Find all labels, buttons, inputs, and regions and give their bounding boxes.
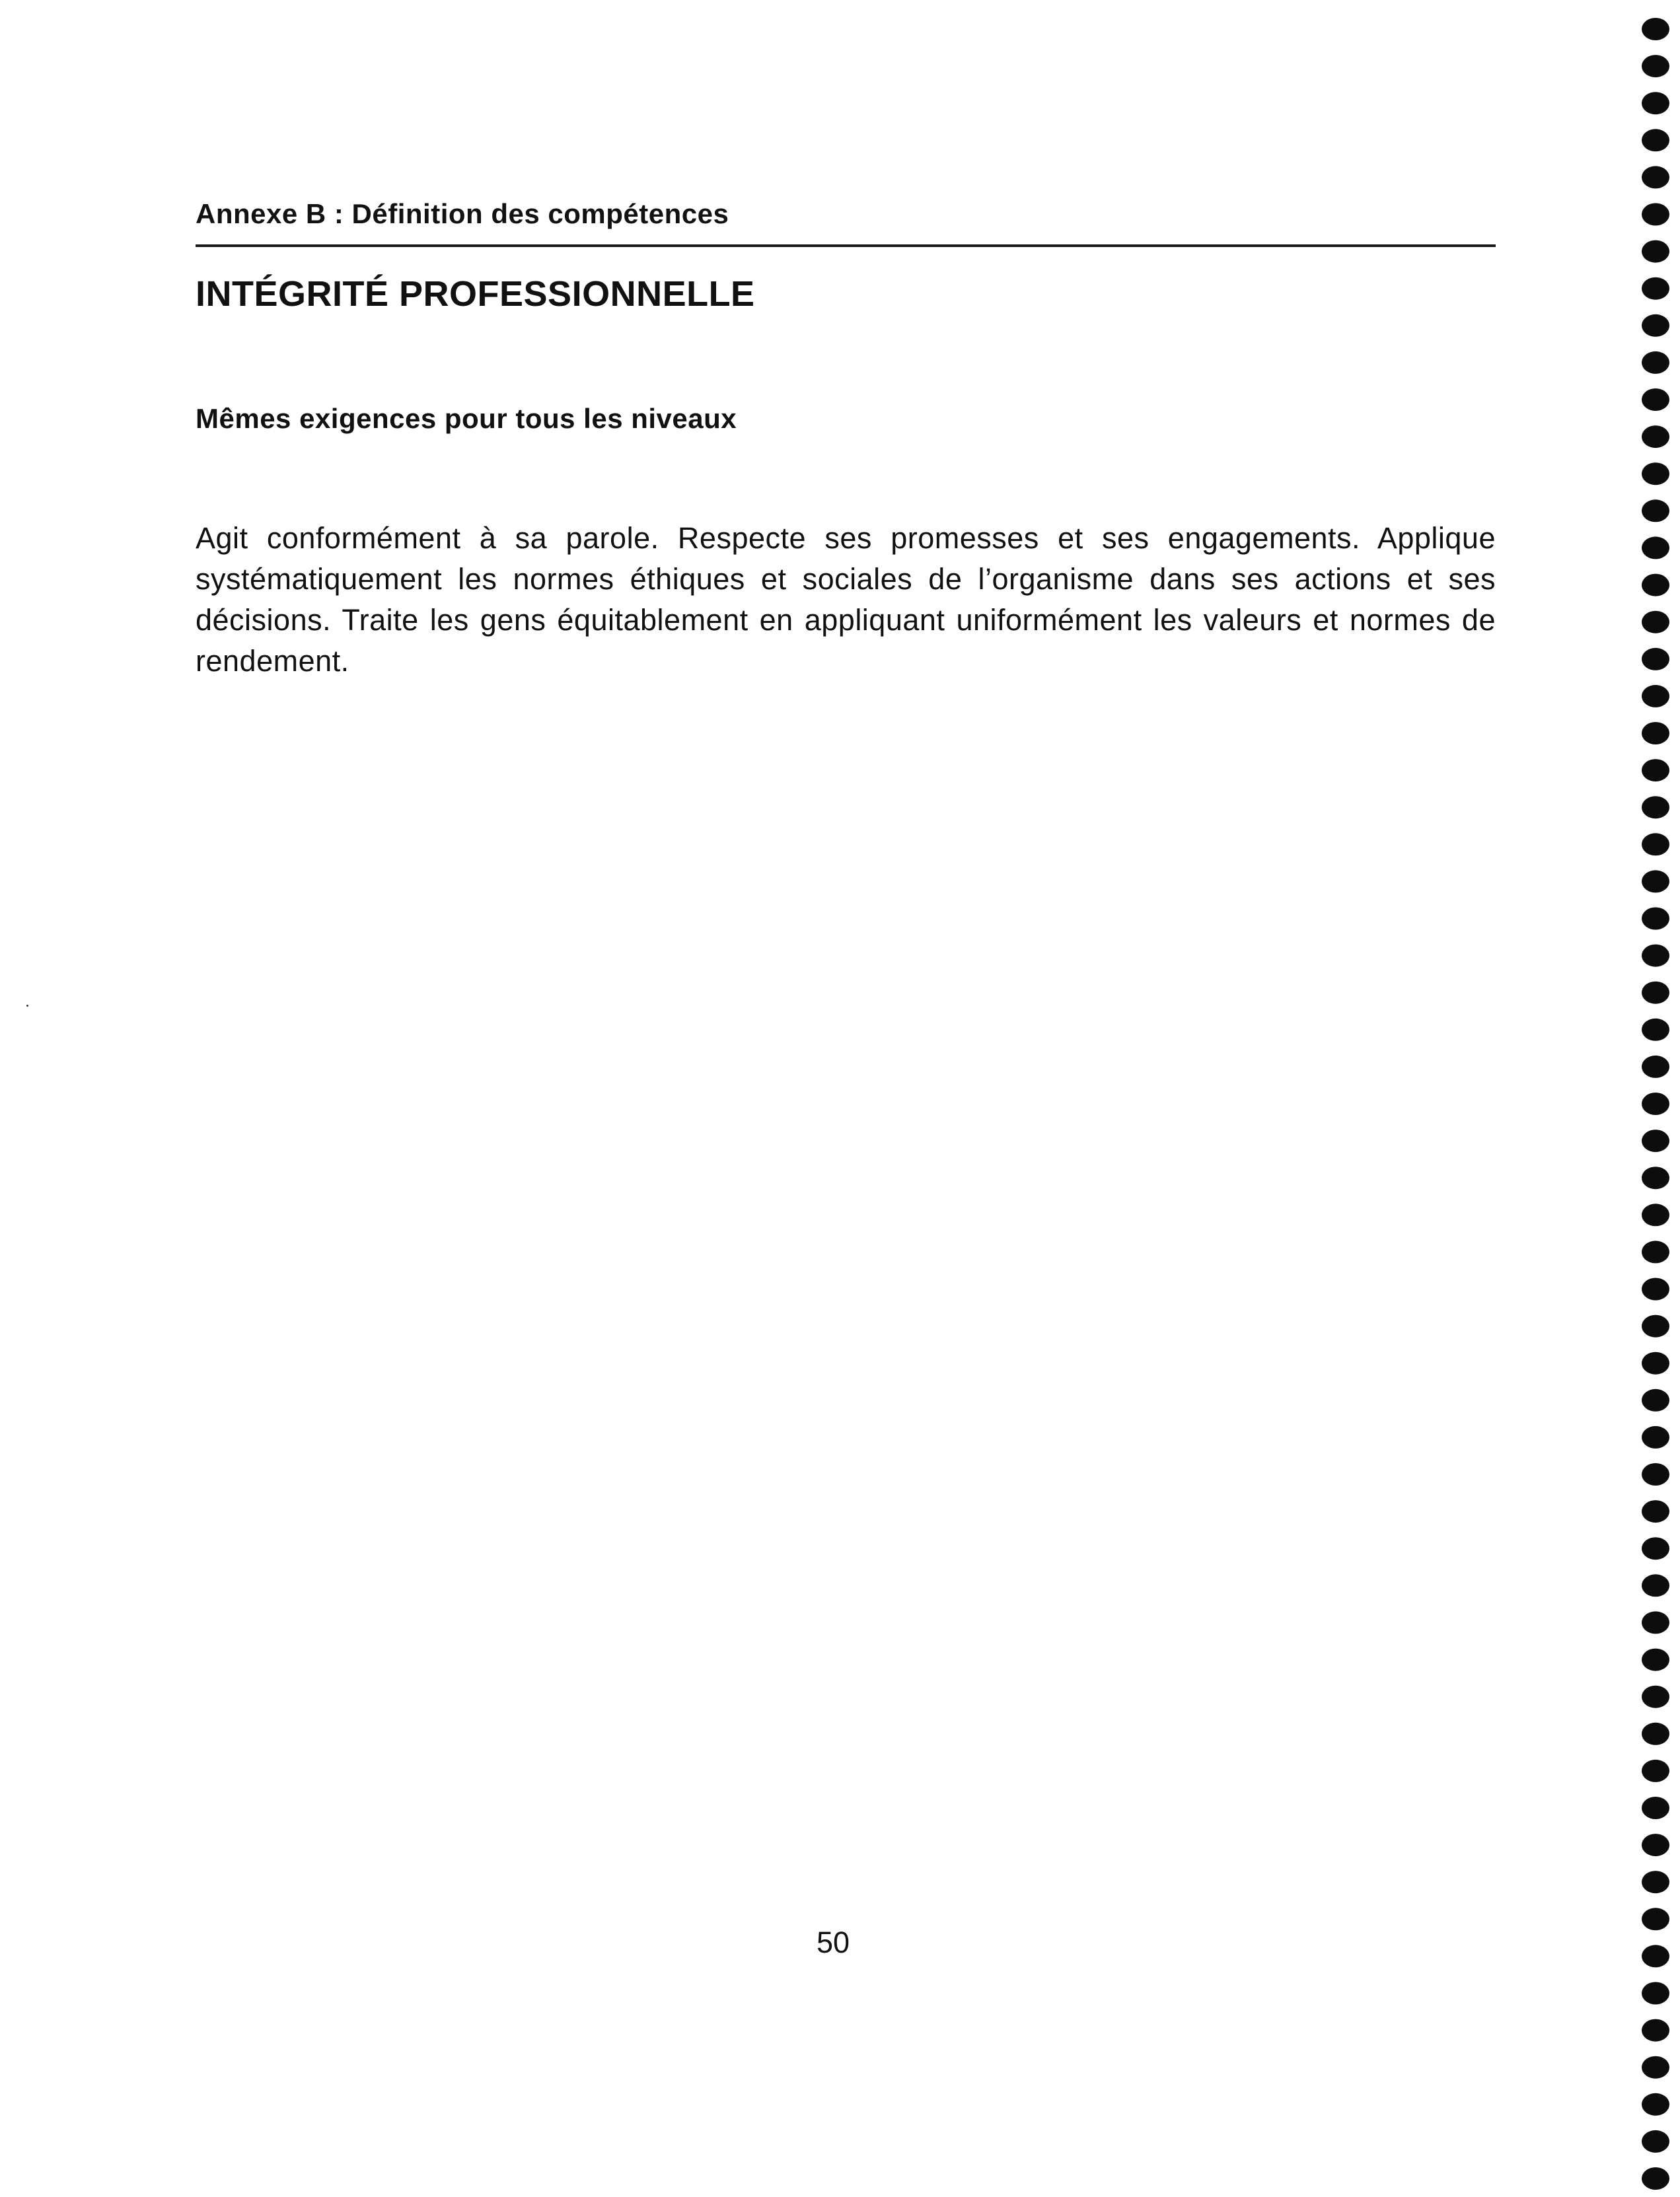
binding-hole-icon [1642,166,1669,188]
binding-hole-icon [1642,1352,1669,1375]
binding-hole-icon [1642,1537,1669,1560]
header-rule [196,244,1496,247]
binding-hole-icon [1642,499,1669,522]
binding-hole-icon [1642,870,1669,892]
binding-hole-icon [1642,1167,1669,1189]
binding-hole-icon [1642,55,1669,77]
binding-hole-icon [1642,1241,1669,1263]
running-header: Annexe B : Définition des compétences [196,198,729,229]
section-subtitle: Mêmes exigences pour tous les niveaux [196,403,737,434]
binding-hole-icon [1642,1797,1669,1819]
binding-hole-icon [1642,1204,1669,1226]
binding-hole-icon [1642,240,1669,263]
binding-hole-icon [1642,982,1669,1004]
binding-hole-icon [1642,1686,1669,1708]
binding-hole-icon [1642,1463,1669,1486]
binding-hole-icon [1642,351,1669,374]
binding-hole-icon [1642,1945,1669,1967]
binding-hole-icon [1642,1389,1669,1412]
binding-hole-icon [1642,203,1669,226]
page-number: 50 [817,1926,850,1959]
binding-hole-icon [1642,685,1669,707]
binding-hole-icon [1642,277,1669,300]
binding-hole-icon [1642,92,1669,114]
binding-hole-icon [1642,1130,1669,1152]
binding-hole-icon [1642,1056,1669,1078]
binding-hole-icon [1642,1426,1669,1449]
binding-hole-icon [1642,1093,1669,1115]
binding-hole-icon [1642,1315,1669,1338]
binding-hole-icon [1642,1871,1669,1893]
binding-hole-icon [1642,759,1669,781]
binding-hole-icon [1642,1834,1669,1856]
scan-speck [26,1005,28,1007]
binding-hole-icon [1642,574,1669,596]
binding-hole-icon [1642,648,1669,670]
binding-hole-icon [1642,796,1669,818]
binding-hole-icon [1642,1278,1669,1301]
binding-hole-icon [1642,1574,1669,1597]
binding-hole-icon [1642,1760,1669,1782]
binding-hole-icon [1642,2019,1669,2042]
binding-hole-icon [1642,1500,1669,1523]
binding-hole-icon [1642,1723,1669,1745]
binding-hole-icon [1642,1982,1669,2005]
binding-hole-icon [1642,462,1669,485]
binding-hole-icon [1642,2167,1669,2190]
binding-hole-icon [1642,1649,1669,1671]
binding-hole-icon [1642,945,1669,967]
binding-hole-icon [1642,722,1669,744]
binding-hole-icon [1642,611,1669,633]
binding-holes [1621,0,1680,2197]
binding-hole-icon [1642,425,1669,448]
binding-hole-icon [1642,833,1669,855]
binding-hole-icon [1642,536,1669,559]
binding-hole-icon [1642,388,1669,411]
binding-hole-icon [1642,908,1669,930]
binding-hole-icon [1642,129,1669,151]
binding-hole-icon [1642,2056,1669,2079]
binding-hole-icon [1642,314,1669,337]
binding-hole-icon [1642,18,1669,40]
binding-hole-icon [1642,2093,1669,2116]
binding-hole-icon [1642,2130,1669,2153]
section-title: INTÉGRITÉ PROFESSIONNELLE [196,274,755,314]
binding-hole-icon [1642,1908,1669,1930]
competency-definition: Agit conformément à sa parole. Respecte ses promesses et ses engagements. Applique systématiquement les normes éthiques et sociales de l’organisme dans ses actions et ses décisions. Traite les gens équitablement en appliquant uniformément les valeurs et normes de rendement. [196,521,1496,678]
binding-hole-icon [1642,1611,1669,1634]
binding-hole-icon [1642,1019,1669,1041]
